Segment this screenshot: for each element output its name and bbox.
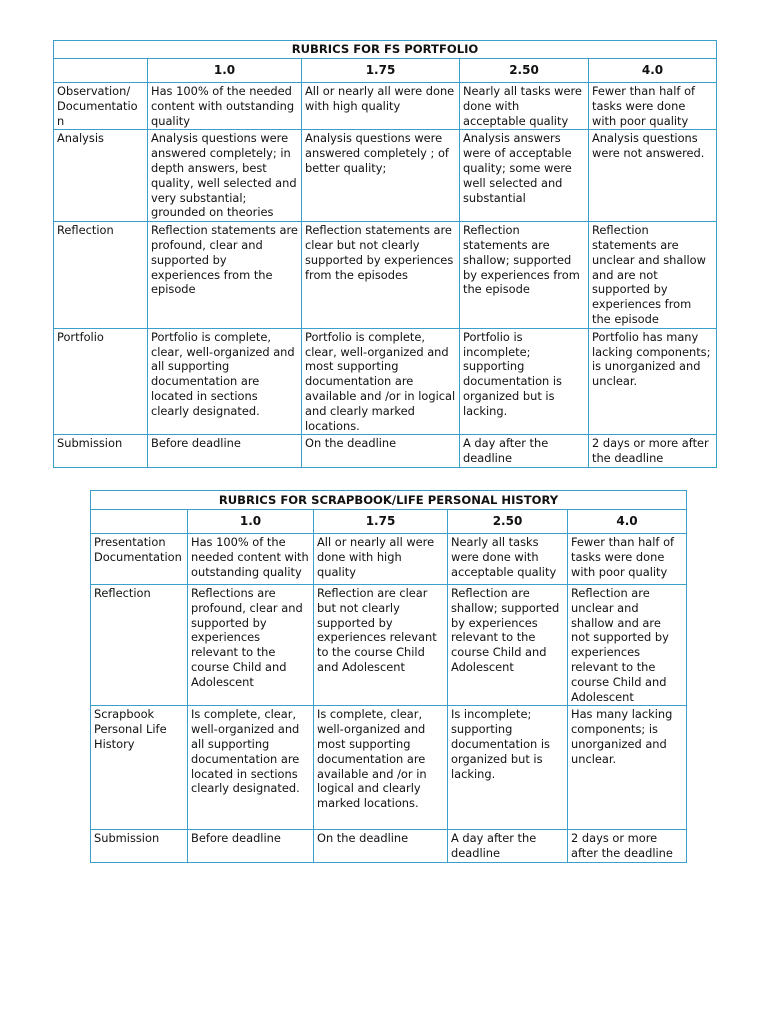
table-row: [54, 435, 717, 468]
score-header: 1.0: [188, 510, 314, 534]
rubric-cell: Analysis answers were of acceptable quality; some were well selected and substantial: [460, 130, 589, 222]
rubric-cell: A day after the deadline: [448, 830, 568, 863]
table-row: [91, 585, 687, 706]
rubric-cell: Has 100% of the needed content with outstanding quality: [148, 83, 302, 130]
header-blank-cell: [54, 59, 148, 83]
rubric-cell: Portfolio has many lacking components; is unorganized and unclear.: [589, 328, 717, 435]
score-header: 1.0: [148, 59, 302, 83]
score-header: 2.50: [460, 59, 589, 83]
criterion-label: Reflection: [91, 585, 188, 706]
table-row: [91, 534, 687, 585]
rubric-cell: Analysis questions were not answered.: [589, 130, 717, 222]
rubric-cell: Portfolio is incomplete; supporting documentation is organized but is lacking.: [460, 328, 589, 435]
table-row: [54, 328, 717, 435]
rubric-cell: Is complete, clear, well-organized and all supporting documentation are located in sections clearly designated.: [188, 706, 314, 830]
table-row: [54, 83, 717, 130]
table-title: RUBRICS FOR SCRAPBOOK/LIFE PERSONAL HISTORY: [91, 491, 687, 510]
rubric-cell: Fewer than half of tasks were done with poor quality: [568, 534, 687, 585]
table-row: [91, 830, 687, 863]
rubric-cell: Before deadline: [188, 830, 314, 863]
rubric-cell: Nearly all tasks were done with acceptable quality: [460, 83, 589, 130]
criterion-label: Submission: [54, 435, 148, 468]
criterion-label: Reflection: [54, 222, 148, 329]
rubric-cell: Portfolio is complete, clear, well-organized and most supporting documentation are available and /or in logical and clearly marked locations.: [302, 328, 460, 435]
rubric-cell: Reflection statements are profound, clear and supported by experiences from the episode: [148, 222, 302, 329]
rubric-cell: A day after the deadline: [460, 435, 589, 468]
score-header: 4.0: [589, 59, 717, 83]
table-row: [91, 706, 687, 830]
rubric-cell: On the deadline: [302, 435, 460, 468]
rubric-cell: 2 days or more after the deadline: [589, 435, 717, 468]
criterion-label: Presentation Documentation: [91, 534, 188, 585]
score-header: 1.75: [302, 59, 460, 83]
rubric-cell: On the deadline: [314, 830, 448, 863]
criterion-label: Scrapbook Personal Life History: [91, 706, 188, 830]
rubric-cell: Reflection are clear but not clearly supported by experiences relevant to the course Child and Adolescent: [314, 585, 448, 706]
criterion-label: Submission: [91, 830, 188, 863]
score-header: 4.0: [568, 510, 687, 534]
rubric-cell: All or nearly all were done with high quality: [314, 534, 448, 585]
rubric-cell: Before deadline: [148, 435, 302, 468]
table-title: RUBRICS FOR FS PORTFOLIO: [54, 41, 717, 59]
rubric-cell: All or nearly all were done with high quality: [302, 83, 460, 130]
score-header: 1.75: [314, 510, 448, 534]
rubric-cell: Nearly all tasks were done with acceptable quality: [448, 534, 568, 585]
criterion-label: Analysis: [54, 130, 148, 222]
rubric-cell: Is incomplete; supporting documentation is organized but is lacking.: [448, 706, 568, 830]
rubric-cell: Reflections are profound, clear and supported by experiences relevant to the course Child and Adolescent: [188, 585, 314, 706]
rubric-cell: Analysis questions were answered completely ; of better quality;: [302, 130, 460, 222]
rubric-cell: Has 100% of the needed content with outstanding quality: [188, 534, 314, 585]
rubric-cell: Portfolio is complete, clear, well-organized and all supporting documentation are located in sections clearly designated.: [148, 328, 302, 435]
score-header: 2.50: [448, 510, 568, 534]
rubric-cell: 2 days or more after the deadline: [568, 830, 687, 863]
rubric-cell: Fewer than half of tasks were done with poor quality: [589, 83, 717, 130]
rubric-cell: Reflection are shallow; supported by experiences relevant to the course Child and Adolescent: [448, 585, 568, 706]
rubric-cell: Has many lacking components; is unorganized and unclear.: [568, 706, 687, 830]
rubric-cell: Is complete, clear, well-organized and most supporting documentation are available and /or in logical and clearly marked locations.: [314, 706, 448, 830]
rubric-cell: Analysis questions were answered completely; in depth answers, best quality, well selected and very substantial; grounded on theories: [148, 130, 302, 222]
rubric-cell: Reflection statements are shallow; supported by experiences from the episode: [460, 222, 589, 329]
scrapbook-rubric-table: [90, 490, 687, 863]
criterion-label: Observation/ Documentation: [54, 83, 148, 130]
rubric-cell: Reflection are unclear and shallow and are not supported by experiences relevant to the course Child and Adolescent: [568, 585, 687, 706]
table-row: [54, 222, 717, 329]
criterion-label: Portfolio: [54, 328, 148, 435]
header-blank-cell: [91, 510, 188, 534]
rubric-cell: Reflection statements are clear but not clearly supported by experiences from the episodes: [302, 222, 460, 329]
fs-portfolio-rubric-table: [53, 40, 717, 468]
rubric-cell: Reflection statements are unclear and shallow and are not supported by experiences from the episode: [589, 222, 717, 329]
table-row: [54, 130, 717, 222]
